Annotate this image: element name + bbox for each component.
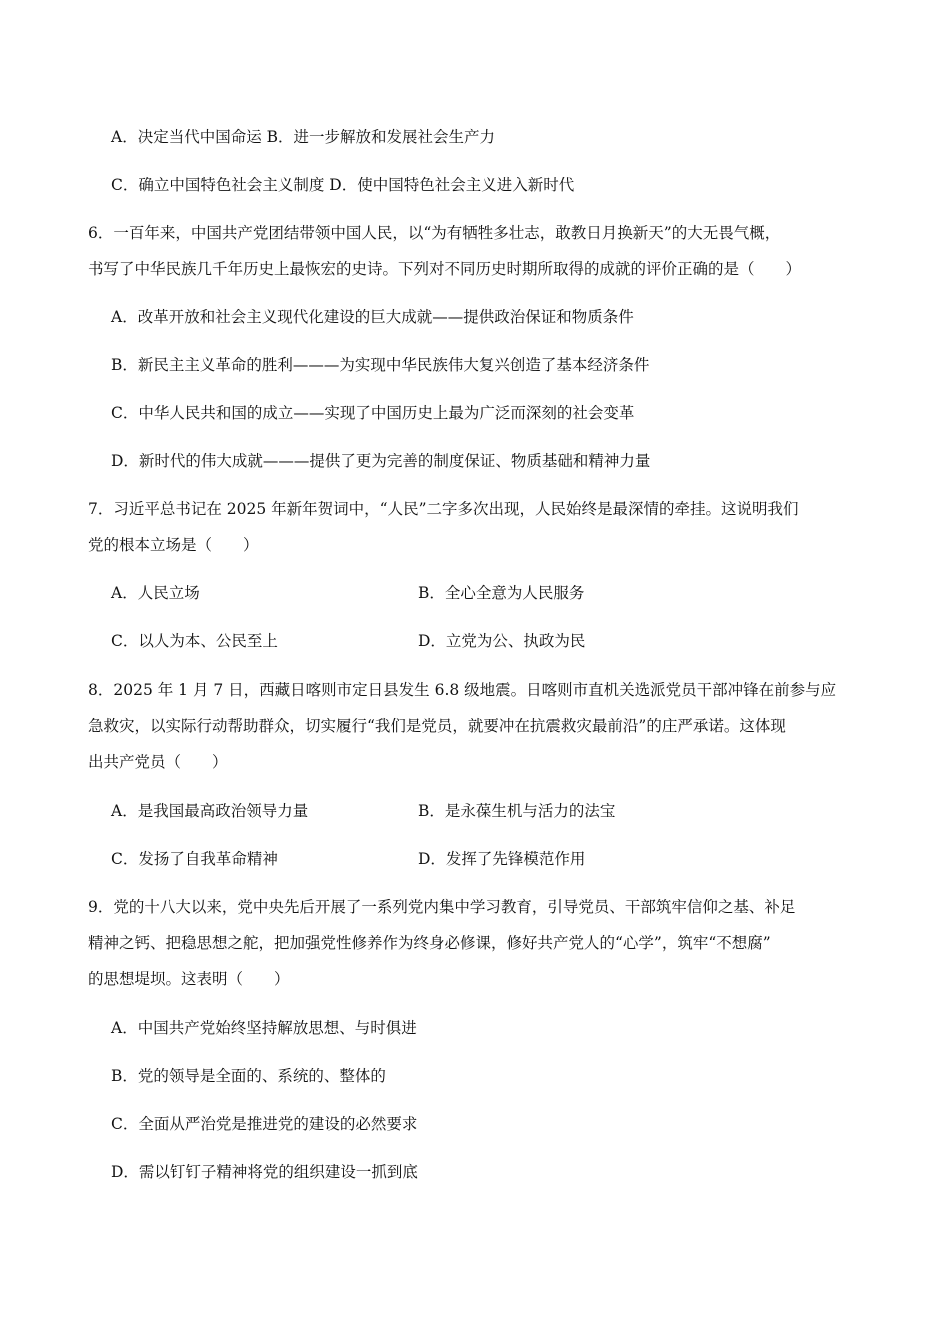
q7-stem-line-1: 7．习近平总书记在 2025 年新年贺词中，“人民”二字多次出现，人民始终是最深情的牵挂。这说明我们	[88, 500, 799, 518]
q9-option-b: B．党的领导是全面的、系统的、整体的	[111, 1067, 386, 1085]
q6-option-d: D．新时代的伟大成就———提供了更为完善的制度保证、物质基础和精神力量	[111, 452, 651, 470]
q5-options-row-1: A．决定当代中国命运 B．进一步解放和发展社会生产力	[111, 128, 496, 146]
q6-stem-line-1: 6．一百年来，中国共产党团结带领中国人民，以“为有牺牲多壮志，敢教日月换新天”的大无畏气概，	[88, 224, 781, 242]
q6-stem-line-2: 书写了中华民族几千年历史上最恢宏的史诗。下列对不同历史时期所取得的成就的评价正确的是（ ）	[88, 260, 802, 278]
q7-option-a: A．人民立场	[111, 584, 200, 602]
q7-stem-line-2: 党的根本立场是（ ）	[88, 536, 259, 554]
q9-option-c: C．全面从严治党是推进党的建设的必然要求	[111, 1115, 418, 1133]
q8-option-c: C．发扬了自我革命精神	[111, 850, 278, 868]
q7-option-c: C．以人为本、公民至上	[111, 632, 278, 650]
q8-stem-line-2: 急救灾，以实际行动帮助群众，切实履行“我们是党员，就要冲在抗震救灾最前沿”的庄严承诺。这体现	[88, 717, 786, 735]
q6-option-b: B．新民主主义革命的胜利———为实现中华民族伟大复兴创造了基本经济条件	[111, 356, 650, 374]
q8-stem-line-3: 出共产党员（ ）	[88, 753, 228, 771]
q8-option-a: A．是我国最高政治领导力量	[111, 802, 309, 820]
q8-stem-line-1: 8．2025 年 1 月 7 日，西藏日喀则市定日县发生 6.8 级地震。日喀则市直机关选派党员干部冲锋在前参与应	[88, 681, 837, 699]
q8-option-d: D．发挥了先锋模范作用	[418, 850, 586, 868]
q9-stem-line-2: 精神之钙、把稳思想之舵，把加强党性修养作为终身必修课，修好共产党人的“心学”，筑牢“不想腐”	[88, 934, 771, 952]
q9-option-a: A．中国共产党始终坚持解放思想、与时俱进	[111, 1019, 417, 1037]
q6-option-a: A．改革开放和社会主义现代化建设的巨大成就——提供政治保证和物质条件	[111, 308, 634, 326]
q5-options-row-2: C．确立中国特色社会主义制度 D．使中国特色社会主义进入新时代	[111, 176, 575, 194]
q7-option-b: B．全心全意为人民服务	[418, 584, 585, 602]
q9-option-d: D．需以钉钉子精神将党的组织建设一抓到底	[111, 1163, 418, 1181]
q7-option-d: D．立党为公、执政为民	[418, 632, 586, 650]
q9-stem-line-1: 9．党的十八大以来，党中央先后开展了一系列党内集中学习教育，引导党员、干部筑牢信仰之基、补足	[88, 898, 796, 916]
q9-stem-line-3: 的思想堤坝。这表明（ ）	[88, 970, 290, 988]
q8-option-b: B．是永葆生机与活力的法宝	[418, 802, 616, 820]
q6-option-c: C．中华人民共和国的成立——实现了中国历史上最为广泛而深刻的社会变革	[111, 404, 635, 422]
